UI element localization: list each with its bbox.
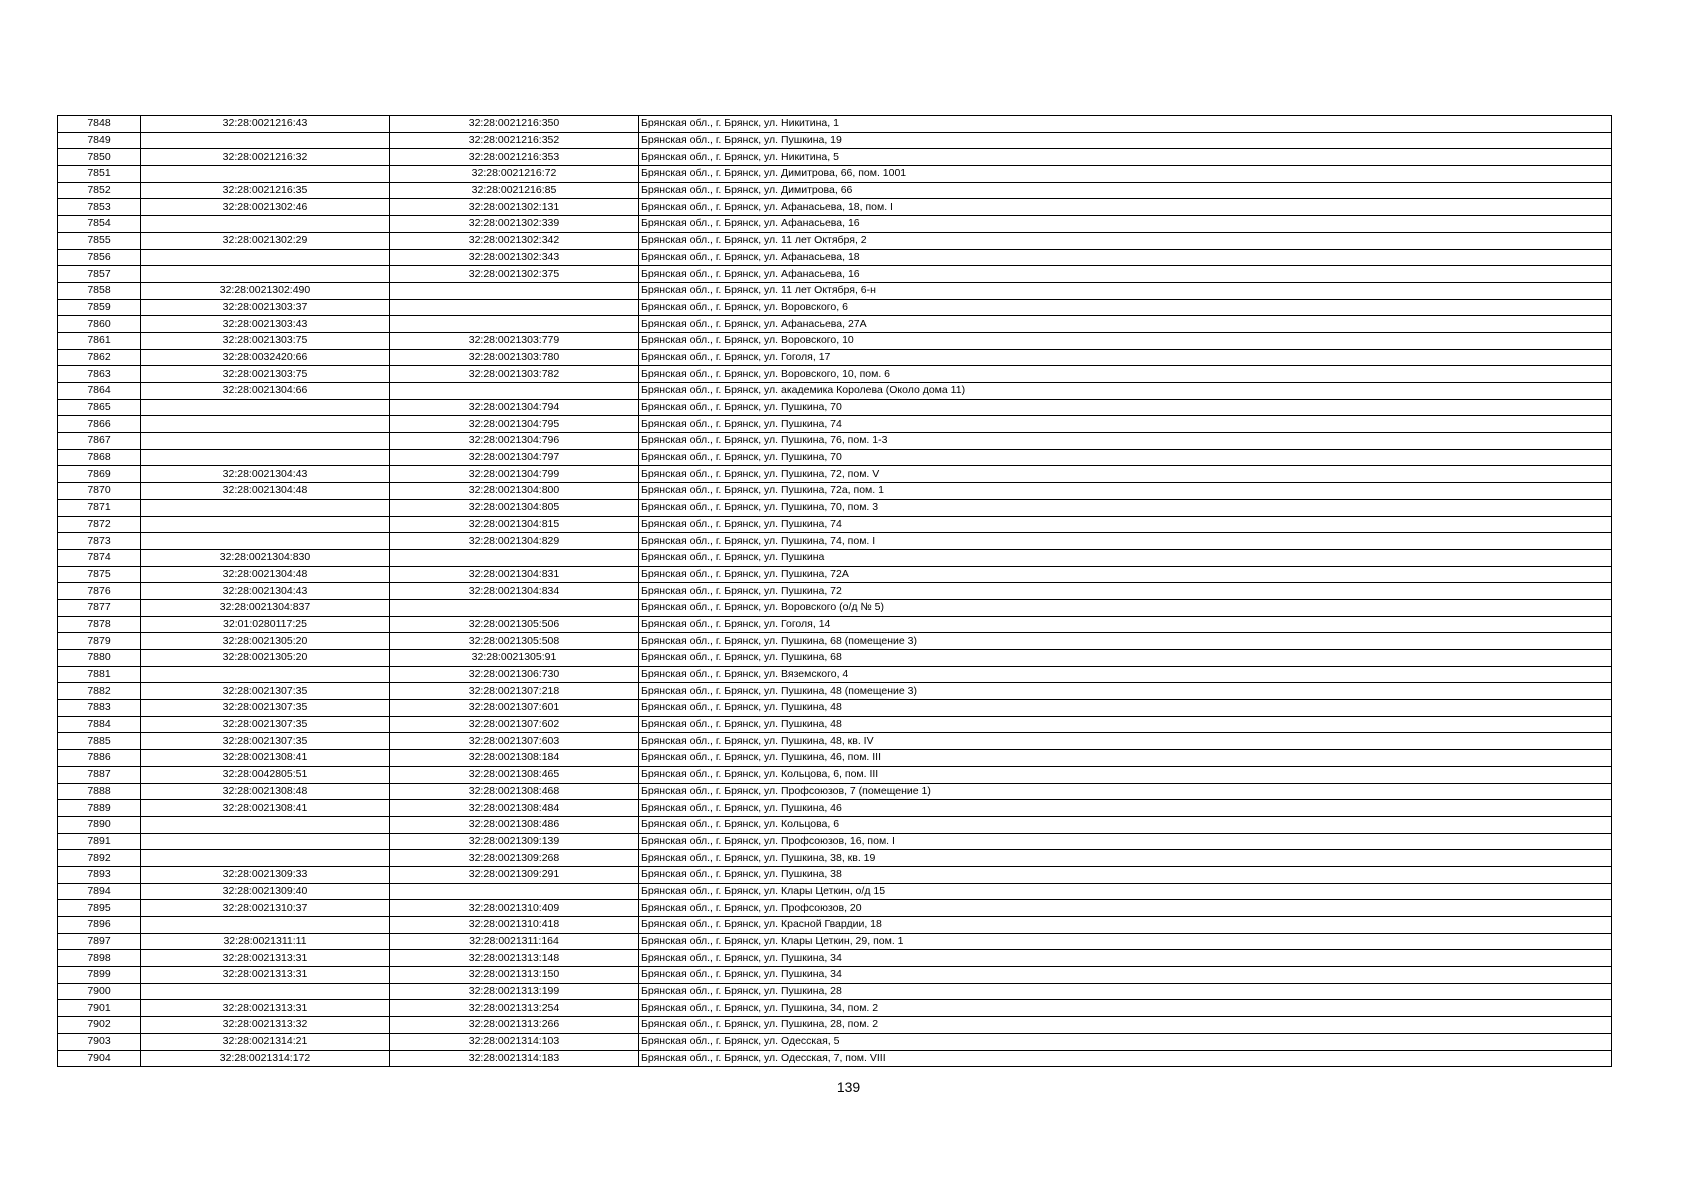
row-number-cell: 7873 bbox=[58, 533, 141, 550]
address-cell: Брянская обл., г. Брянск, ул. Воровского, 10, пом. 6 bbox=[639, 366, 1612, 383]
building-number-cell: 32:28:0021304:829 bbox=[390, 533, 639, 550]
table-row bbox=[58, 583, 1612, 600]
address-cell: Брянская обл., г. Брянск, ул. Пушкина, 76, пом. 1-3 bbox=[639, 433, 1612, 450]
building-number-cell: 32:28:0021304:805 bbox=[390, 499, 639, 516]
table-row bbox=[58, 199, 1612, 216]
parcel-number-cell: 32:28:0021313:31 bbox=[141, 950, 390, 967]
address-cell: Брянская обл., г. Брянск, ул. Пушкина bbox=[639, 549, 1612, 566]
parcel-number-cell: 32:28:0021308:48 bbox=[141, 783, 390, 800]
parcel-number-cell: 32:28:0021303:43 bbox=[141, 316, 390, 333]
table-row bbox=[58, 933, 1612, 950]
address-cell: Брянская обл., г. Брянск, ул. Пушкина, 38, кв. 19 bbox=[639, 850, 1612, 867]
table-row bbox=[58, 149, 1612, 166]
table-row bbox=[58, 466, 1612, 483]
address-cell: Брянская обл., г. Брянск, ул. Пушкина, 46 bbox=[639, 800, 1612, 817]
address-cell: Брянская обл., г. Брянск, ул. Пушкина, 72, пом. V bbox=[639, 466, 1612, 483]
building-number-cell: 32:28:0021216:72 bbox=[390, 166, 639, 183]
address-cell: Брянская обл., г. Брянск, ул. Пушкина, 70 bbox=[639, 399, 1612, 416]
table-row bbox=[58, 282, 1612, 299]
row-number-cell: 7866 bbox=[58, 416, 141, 433]
row-number-cell: 7882 bbox=[58, 683, 141, 700]
row-number-cell: 7885 bbox=[58, 733, 141, 750]
table-row bbox=[58, 650, 1612, 667]
row-number-cell: 7904 bbox=[58, 1050, 141, 1067]
row-number-cell: 7869 bbox=[58, 466, 141, 483]
page-number: 139 bbox=[836, 1079, 861, 1095]
parcel-number-cell: 32:28:0021216:43 bbox=[141, 116, 390, 133]
table-row bbox=[58, 683, 1612, 700]
table-row bbox=[58, 850, 1612, 867]
building-number-cell: 32:28:0021303:780 bbox=[390, 349, 639, 366]
building-number-cell: 32:28:0021304:795 bbox=[390, 416, 639, 433]
building-number-cell: 32:28:0021303:782 bbox=[390, 366, 639, 383]
parcel-number-cell bbox=[141, 499, 390, 516]
table-row bbox=[58, 316, 1612, 333]
row-number-cell: 7898 bbox=[58, 950, 141, 967]
building-number-cell: 32:28:0021313:150 bbox=[390, 967, 639, 984]
address-cell: Брянская обл., г. Брянск, ул. академика Королева (Около дома 11) bbox=[639, 383, 1612, 400]
address-cell: Брянская обл., г. Брянск, ул. Пушкина, 72А bbox=[639, 566, 1612, 583]
building-number-cell bbox=[390, 299, 639, 316]
building-number-cell: 32:28:0021304:797 bbox=[390, 449, 639, 466]
building-number-cell: 32:28:0021309:291 bbox=[390, 866, 639, 883]
parcel-number-cell: 32:28:0021302:29 bbox=[141, 232, 390, 249]
address-cell: Брянская обл., г. Брянск, ул. Пушкина, 34 bbox=[639, 950, 1612, 967]
address-cell: Брянская обл., г. Брянск, ул. Вяземского, 4 bbox=[639, 666, 1612, 683]
parcel-number-cell bbox=[141, 166, 390, 183]
address-cell: Брянская обл., г. Брянск, ул. Димитрова, 66, пом. 1001 bbox=[639, 166, 1612, 183]
address-cell: Брянская обл., г. Брянск, ул. Пушкина, 34 bbox=[639, 967, 1612, 984]
building-number-cell: 32:28:0021216:85 bbox=[390, 182, 639, 199]
row-number-cell: 7859 bbox=[58, 299, 141, 316]
building-number-cell: 32:28:0021313:266 bbox=[390, 1017, 639, 1034]
parcel-number-cell bbox=[141, 850, 390, 867]
address-cell: Брянская обл., г. Брянск, ул. Пушкина, 48 bbox=[639, 716, 1612, 733]
row-number-cell: 7889 bbox=[58, 800, 141, 817]
building-number-cell: 32:28:0021307:601 bbox=[390, 700, 639, 717]
table-row bbox=[58, 249, 1612, 266]
parcel-number-cell: 32:28:0021307:35 bbox=[141, 700, 390, 717]
building-number-cell: 32:28:0021304:831 bbox=[390, 566, 639, 583]
address-cell: Брянская обл., г. Брянск, ул. Профсоюзов, 16, пом. I bbox=[639, 833, 1612, 850]
row-number-cell: 7895 bbox=[58, 900, 141, 917]
building-number-cell: 32:28:0021305:91 bbox=[390, 650, 639, 667]
address-cell: Брянская обл., г. Брянск, ул. Пушкина, 38 bbox=[639, 866, 1612, 883]
building-number-cell bbox=[390, 316, 639, 333]
address-cell: Брянская обл., г. Брянск, ул. Пушкина, 28, пом. 2 bbox=[639, 1017, 1612, 1034]
table-row bbox=[58, 116, 1612, 133]
table-row bbox=[58, 449, 1612, 466]
parcel-number-cell: 32:28:0021304:43 bbox=[141, 583, 390, 600]
address-cell: Брянская обл., г. Брянск, ул. Афанасьева, 16 bbox=[639, 216, 1612, 233]
row-number-cell: 7867 bbox=[58, 433, 141, 450]
parcel-number-cell: 32:28:0021313:31 bbox=[141, 1000, 390, 1017]
row-number-cell: 7897 bbox=[58, 933, 141, 950]
table-row bbox=[58, 1050, 1612, 1067]
row-number-cell: 7862 bbox=[58, 349, 141, 366]
parcel-number-cell bbox=[141, 516, 390, 533]
parcel-number-cell bbox=[141, 533, 390, 550]
address-cell: Брянская обл., г. Брянск, ул. Афанасьева, 18 bbox=[639, 249, 1612, 266]
parcel-number-cell: 32:01:0280117:25 bbox=[141, 616, 390, 633]
building-number-cell: 32:28:0021310:409 bbox=[390, 900, 639, 917]
parcel-number-cell bbox=[141, 249, 390, 266]
building-number-cell: 32:28:0021302:339 bbox=[390, 216, 639, 233]
building-number-cell bbox=[390, 282, 639, 299]
building-number-cell: 32:28:0021304:834 bbox=[390, 583, 639, 600]
address-cell: Брянская обл., г. Брянск, ул. Афанасьева, 16 bbox=[639, 266, 1612, 283]
building-number-cell: 32:28:0021310:418 bbox=[390, 917, 639, 934]
table-row bbox=[58, 182, 1612, 199]
row-number-cell: 7903 bbox=[58, 1033, 141, 1050]
parcel-number-cell bbox=[141, 666, 390, 683]
parcel-number-cell: 32:28:0021303:75 bbox=[141, 366, 390, 383]
parcel-number-cell: 32:28:0021313:32 bbox=[141, 1017, 390, 1034]
address-cell: Брянская обл., г. Брянск, ул. Одесская, 5 bbox=[639, 1033, 1612, 1050]
table-row bbox=[58, 332, 1612, 349]
parcel-number-cell: 32:28:0021305:20 bbox=[141, 650, 390, 667]
row-number-cell: 7850 bbox=[58, 149, 141, 166]
parcel-number-cell bbox=[141, 833, 390, 850]
address-cell: Брянская обл., г. Брянск, ул. Пушкина, 68 bbox=[639, 650, 1612, 667]
building-number-cell: 32:28:0021302:375 bbox=[390, 266, 639, 283]
row-number-cell: 7852 bbox=[58, 182, 141, 199]
table-row bbox=[58, 566, 1612, 583]
table-row bbox=[58, 816, 1612, 833]
row-number-cell: 7881 bbox=[58, 666, 141, 683]
parcel-number-cell bbox=[141, 917, 390, 934]
parcel-number-cell: 32:28:0021302:490 bbox=[141, 282, 390, 299]
building-number-cell: 32:28:0021304:815 bbox=[390, 516, 639, 533]
row-number-cell: 7877 bbox=[58, 599, 141, 616]
address-cell: Брянская обл., г. Брянск, ул. Пушкина, 48 bbox=[639, 700, 1612, 717]
parcel-number-cell: 32:28:0021305:20 bbox=[141, 633, 390, 650]
table-row bbox=[58, 433, 1612, 450]
row-number-cell: 7876 bbox=[58, 583, 141, 600]
building-number-cell: 32:28:0021304:799 bbox=[390, 466, 639, 483]
parcel-number-cell: 32:28:0021216:32 bbox=[141, 149, 390, 166]
building-number-cell: 32:28:0021308:468 bbox=[390, 783, 639, 800]
address-cell: Брянская обл., г. Брянск, ул. Кольцова, 6 bbox=[639, 816, 1612, 833]
row-number-cell: 7872 bbox=[58, 516, 141, 533]
row-number-cell: 7849 bbox=[58, 132, 141, 149]
table-row bbox=[58, 800, 1612, 817]
building-number-cell: 32:28:0021308:484 bbox=[390, 800, 639, 817]
row-number-cell: 7900 bbox=[58, 983, 141, 1000]
address-cell: Брянская обл., г. Брянск, ул. Пушкина, 74, пом. I bbox=[639, 533, 1612, 550]
address-cell: Брянская обл., г. Брянск, ул. Красной Гвардии, 18 bbox=[639, 917, 1612, 934]
table-row bbox=[58, 1017, 1612, 1034]
address-cell: Брянская обл., г. Брянск, ул. Пушкина, 48, кв. IV bbox=[639, 733, 1612, 750]
row-number-cell: 7856 bbox=[58, 249, 141, 266]
table-row bbox=[58, 399, 1612, 416]
property-table bbox=[57, 115, 1612, 1067]
row-number-cell: 7874 bbox=[58, 549, 141, 566]
building-number-cell bbox=[390, 549, 639, 566]
parcel-number-cell: 32:28:0021309:33 bbox=[141, 866, 390, 883]
address-cell: Брянская обл., г. Брянск, ул. Пушкина, 46, пом. III bbox=[639, 750, 1612, 767]
building-number-cell: 32:28:0021307:603 bbox=[390, 733, 639, 750]
parcel-number-cell: 32:28:0021216:35 bbox=[141, 182, 390, 199]
row-number-cell: 7887 bbox=[58, 766, 141, 783]
address-cell: Брянская обл., г. Брянск, ул. Пушкина, 19 bbox=[639, 132, 1612, 149]
row-number-cell: 7879 bbox=[58, 633, 141, 650]
building-number-cell bbox=[390, 383, 639, 400]
row-number-cell: 7890 bbox=[58, 816, 141, 833]
table-row bbox=[58, 917, 1612, 934]
parcel-number-cell bbox=[141, 399, 390, 416]
row-number-cell: 7896 bbox=[58, 917, 141, 934]
row-number-cell: 7880 bbox=[58, 650, 141, 667]
address-cell: Брянская обл., г. Брянск, ул. Пушкина, 72а, пом. 1 bbox=[639, 483, 1612, 500]
address-cell: Брянская обл., г. Брянск, ул. Пушкина, 74 bbox=[639, 416, 1612, 433]
table-row bbox=[58, 499, 1612, 516]
parcel-number-cell: 32:28:0021304:48 bbox=[141, 566, 390, 583]
table-row bbox=[58, 1000, 1612, 1017]
building-number-cell: 32:28:0021314:183 bbox=[390, 1050, 639, 1067]
table-row bbox=[58, 232, 1612, 249]
parcel-number-cell bbox=[141, 983, 390, 1000]
row-number-cell: 7892 bbox=[58, 850, 141, 867]
building-number-cell: 32:28:0021313:199 bbox=[390, 983, 639, 1000]
address-cell: Брянская обл., г. Брянск, ул. Клары Цеткин, о/д 15 bbox=[639, 883, 1612, 900]
table-row bbox=[58, 599, 1612, 616]
row-number-cell: 7864 bbox=[58, 383, 141, 400]
building-number-cell: 32:28:0021306:730 bbox=[390, 666, 639, 683]
building-number-cell: 32:28:0021304:800 bbox=[390, 483, 639, 500]
address-cell: Брянская обл., г. Брянск, ул. Воровского, 6 bbox=[639, 299, 1612, 316]
address-cell: Брянская обл., г. Брянск, ул. Пушкина, 68 (помещение 3) bbox=[639, 633, 1612, 650]
parcel-number-cell bbox=[141, 416, 390, 433]
parcel-number-cell: 32:28:0021307:35 bbox=[141, 683, 390, 700]
table-row bbox=[58, 766, 1612, 783]
address-cell: Брянская обл., г. Брянск, ул. Кольцова, 6, пом. III bbox=[639, 766, 1612, 783]
table-row bbox=[58, 733, 1612, 750]
row-number-cell: 7865 bbox=[58, 399, 141, 416]
building-number-cell bbox=[390, 599, 639, 616]
address-cell: Брянская обл., г. Брянск, ул. 11 лет Октября, 2 bbox=[639, 232, 1612, 249]
address-cell: Брянская обл., г. Брянск, ул. Никитина, 5 bbox=[639, 149, 1612, 166]
table-row bbox=[58, 616, 1612, 633]
row-number-cell: 7851 bbox=[58, 166, 141, 183]
address-cell: Брянская обл., г. Брянск, ул. Клары Цеткин, 29, пом. 1 bbox=[639, 933, 1612, 950]
table-row bbox=[58, 416, 1612, 433]
address-cell: Брянская обл., г. Брянск, ул. Гоголя, 14 bbox=[639, 616, 1612, 633]
parcel-number-cell: 32:28:0021304:43 bbox=[141, 466, 390, 483]
table-row bbox=[58, 700, 1612, 717]
building-number-cell: 32:28:0021302:343 bbox=[390, 249, 639, 266]
table-row bbox=[58, 866, 1612, 883]
row-number-cell: 7868 bbox=[58, 449, 141, 466]
building-number-cell: 32:28:0021304:796 bbox=[390, 433, 639, 450]
address-cell: Брянская обл., г. Брянск, ул. Одесская, 7, пом. VIII bbox=[639, 1050, 1612, 1067]
address-cell: Брянская обл., г. Брянск, ул. Никитина, 1 bbox=[639, 116, 1612, 133]
row-number-cell: 7855 bbox=[58, 232, 141, 249]
table-row bbox=[58, 900, 1612, 917]
table-body bbox=[58, 116, 1612, 1067]
row-number-cell: 7853 bbox=[58, 199, 141, 216]
row-number-cell: 7893 bbox=[58, 866, 141, 883]
parcel-number-cell: 32:28:0042805:51 bbox=[141, 766, 390, 783]
table-row bbox=[58, 833, 1612, 850]
row-number-cell: 7857 bbox=[58, 266, 141, 283]
table-row bbox=[58, 132, 1612, 149]
building-number-cell bbox=[390, 883, 639, 900]
address-cell: Брянская обл., г. Брянск, ул. Гоголя, 17 bbox=[639, 349, 1612, 366]
parcel-number-cell: 32:28:0021313:31 bbox=[141, 967, 390, 984]
row-number-cell: 7884 bbox=[58, 716, 141, 733]
building-number-cell: 32:28:0021302:131 bbox=[390, 199, 639, 216]
table-row bbox=[58, 1033, 1612, 1050]
table-row bbox=[58, 950, 1612, 967]
building-number-cell: 32:28:0021305:506 bbox=[390, 616, 639, 633]
building-number-cell: 32:28:0021305:508 bbox=[390, 633, 639, 650]
table-row bbox=[58, 383, 1612, 400]
building-number-cell: 32:28:0021309:268 bbox=[390, 850, 639, 867]
building-number-cell: 32:28:0021303:779 bbox=[390, 332, 639, 349]
address-cell: Брянская обл., г. Брянск, ул. Пушкина, 28 bbox=[639, 983, 1612, 1000]
row-number-cell: 7878 bbox=[58, 616, 141, 633]
parcel-number-cell: 32:28:0021308:41 bbox=[141, 750, 390, 767]
table-row bbox=[58, 666, 1612, 683]
table-row bbox=[58, 983, 1612, 1000]
row-number-cell: 7883 bbox=[58, 700, 141, 717]
row-number-cell: 7888 bbox=[58, 783, 141, 800]
address-cell: Брянская обл., г. Брянск, ул. Пушкина, 74 bbox=[639, 516, 1612, 533]
address-cell: Брянская обл., г. Брянск, ул. Димитрова, 66 bbox=[639, 182, 1612, 199]
parcel-number-cell: 32:28:0021309:40 bbox=[141, 883, 390, 900]
building-number-cell: 32:28:0021313:254 bbox=[390, 1000, 639, 1017]
address-cell: Брянская обл., г. Брянск, ул. Пушкина, 70 bbox=[639, 449, 1612, 466]
row-number-cell: 7875 bbox=[58, 566, 141, 583]
table-row bbox=[58, 166, 1612, 183]
building-number-cell: 32:28:0021216:353 bbox=[390, 149, 639, 166]
parcel-number-cell: 32:28:0021307:35 bbox=[141, 716, 390, 733]
table-row bbox=[58, 533, 1612, 550]
parcel-number-cell: 32:28:0021310:37 bbox=[141, 900, 390, 917]
row-number-cell: 7871 bbox=[58, 499, 141, 516]
table-row bbox=[58, 299, 1612, 316]
building-number-cell: 32:28:0021216:352 bbox=[390, 132, 639, 149]
building-number-cell: 32:28:0021216:350 bbox=[390, 116, 639, 133]
row-number-cell: 7901 bbox=[58, 1000, 141, 1017]
parcel-number-cell: 32:28:0021304:66 bbox=[141, 383, 390, 400]
row-number-cell: 7860 bbox=[58, 316, 141, 333]
row-number-cell: 7854 bbox=[58, 216, 141, 233]
row-number-cell: 7886 bbox=[58, 750, 141, 767]
row-number-cell: 7863 bbox=[58, 366, 141, 383]
parcel-number-cell: 32:28:0021302:46 bbox=[141, 199, 390, 216]
table-row bbox=[58, 266, 1612, 283]
parcel-number-cell: 32:28:0021314:172 bbox=[141, 1050, 390, 1067]
parcel-number-cell bbox=[141, 216, 390, 233]
address-cell: Брянская обл., г. Брянск, ул. Воровского, 10 bbox=[639, 332, 1612, 349]
row-number-cell: 7870 bbox=[58, 483, 141, 500]
building-number-cell: 32:28:0021308:486 bbox=[390, 816, 639, 833]
parcel-number-cell: 32:28:0021307:35 bbox=[141, 733, 390, 750]
table-row bbox=[58, 483, 1612, 500]
parcel-number-cell bbox=[141, 433, 390, 450]
row-number-cell: 7902 bbox=[58, 1017, 141, 1034]
parcel-number-cell: 32:28:0021303:75 bbox=[141, 332, 390, 349]
table-row bbox=[58, 783, 1612, 800]
parcel-number-cell bbox=[141, 449, 390, 466]
building-number-cell: 32:28:0021304:794 bbox=[390, 399, 639, 416]
address-cell: Брянская обл., г. Брянск, ул. Афанасьева, 27А bbox=[639, 316, 1612, 333]
building-number-cell: 32:28:0021313:148 bbox=[390, 950, 639, 967]
table-row bbox=[58, 967, 1612, 984]
parcel-number-cell: 32:28:0021304:830 bbox=[141, 549, 390, 566]
parcel-number-cell: 32:28:0021303:37 bbox=[141, 299, 390, 316]
parcel-number-cell: 32:28:0021308:41 bbox=[141, 800, 390, 817]
parcel-number-cell: 32:28:0032420:66 bbox=[141, 349, 390, 366]
table-row bbox=[58, 549, 1612, 566]
parcel-number-cell: 32:28:0021304:837 bbox=[141, 599, 390, 616]
table-row bbox=[58, 216, 1612, 233]
parcel-number-cell bbox=[141, 132, 390, 149]
table-row bbox=[58, 516, 1612, 533]
building-number-cell: 32:28:0021308:465 bbox=[390, 766, 639, 783]
address-cell: Брянская обл., г. Брянск, ул. Пушкина, 48 (помещение 3) bbox=[639, 683, 1612, 700]
table-row bbox=[58, 633, 1612, 650]
building-number-cell: 32:28:0021311:164 bbox=[390, 933, 639, 950]
address-cell: Брянская обл., г. Брянск, ул. Пушкина, 72 bbox=[639, 583, 1612, 600]
table-row bbox=[58, 349, 1612, 366]
parcel-number-cell bbox=[141, 816, 390, 833]
building-number-cell: 32:28:0021308:184 bbox=[390, 750, 639, 767]
table-row bbox=[58, 883, 1612, 900]
parcel-number-cell bbox=[141, 266, 390, 283]
table-row bbox=[58, 366, 1612, 383]
parcel-number-cell: 32:28:0021304:48 bbox=[141, 483, 390, 500]
row-number-cell: 7848 bbox=[58, 116, 141, 133]
address-cell: Брянская обл., г. Брянск, ул. Пушкина, 34, пом. 2 bbox=[639, 1000, 1612, 1017]
table-row bbox=[58, 716, 1612, 733]
parcel-number-cell: 32:28:0021314:21 bbox=[141, 1033, 390, 1050]
address-cell: Брянская обл., г. Брянск, ул. 11 лет Октября, 6-н bbox=[639, 282, 1612, 299]
table-row bbox=[58, 750, 1612, 767]
building-number-cell: 32:28:0021307:602 bbox=[390, 716, 639, 733]
address-cell: Брянская обл., г. Брянск, ул. Афанасьева, 18, пом. I bbox=[639, 199, 1612, 216]
row-number-cell: 7899 bbox=[58, 967, 141, 984]
row-number-cell: 7861 bbox=[58, 332, 141, 349]
row-number-cell: 7891 bbox=[58, 833, 141, 850]
address-cell: Брянская обл., г. Брянск, ул. Профсоюзов, 20 bbox=[639, 900, 1612, 917]
building-number-cell: 32:28:0021314:103 bbox=[390, 1033, 639, 1050]
building-number-cell: 32:28:0021309:139 bbox=[390, 833, 639, 850]
address-cell: Брянская обл., г. Брянск, ул. Пушкина, 70, пом. 3 bbox=[639, 499, 1612, 516]
row-number-cell: 7894 bbox=[58, 883, 141, 900]
address-cell: Брянская обл., г. Брянск, ул. Воровского (о/д № 5) bbox=[639, 599, 1612, 616]
row-number-cell: 7858 bbox=[58, 282, 141, 299]
building-number-cell: 32:28:0021307:218 bbox=[390, 683, 639, 700]
address-cell: Брянская обл., г. Брянск, ул. Профсоюзов, 7 (помещение 1) bbox=[639, 783, 1612, 800]
building-number-cell: 32:28:0021302:342 bbox=[390, 232, 639, 249]
parcel-number-cell: 32:28:0021311:11 bbox=[141, 933, 390, 950]
